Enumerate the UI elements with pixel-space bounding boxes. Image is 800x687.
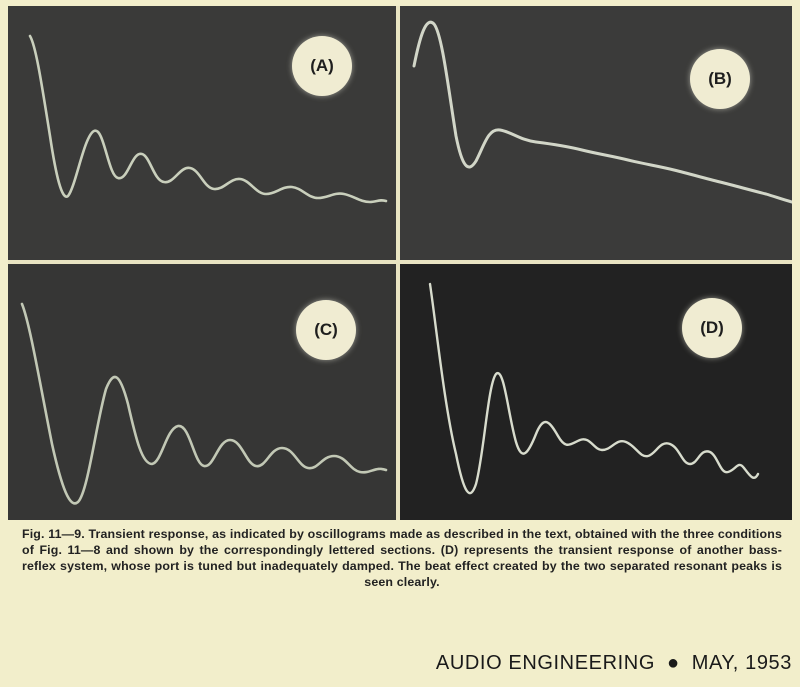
panel-label-a: (A) — [292, 36, 352, 96]
oscillogram-d-background — [400, 264, 792, 520]
oscillogram-b-background — [400, 6, 792, 260]
panel-label-b: (B) — [690, 49, 750, 109]
panel-label-c: (C) — [296, 300, 356, 360]
oscillogram-b-svg — [400, 6, 792, 260]
oscillogram-figure — [8, 6, 792, 520]
figure-caption: Fig. 11—9. Transient response, as indicated by oscillograms made as described in the text, obtained with the three conditions of Fig. 11—8 and shown by the correspondingly lettered sections. (D) represents the transient response of another bass-reflex system, whose port is tuned but inadequately damped. The beat effect created by the two separated resonant peaks is seen clearly. — [22, 527, 782, 589]
separator-dot: ● — [667, 652, 680, 674]
oscillogram-panel-c — [8, 264, 396, 520]
panel-label-d: (D) — [682, 298, 742, 358]
oscillogram-panel-a — [8, 6, 396, 260]
publication-date: MAY, 1953 — [691, 652, 792, 674]
publication-name: AUDIO ENGINEERING — [435, 652, 656, 674]
page-footer — [436, 652, 792, 675]
oscillogram-panel-d — [400, 264, 792, 520]
oscillogram-panel-b — [400, 6, 792, 260]
oscillogram-d-svg — [400, 264, 792, 520]
